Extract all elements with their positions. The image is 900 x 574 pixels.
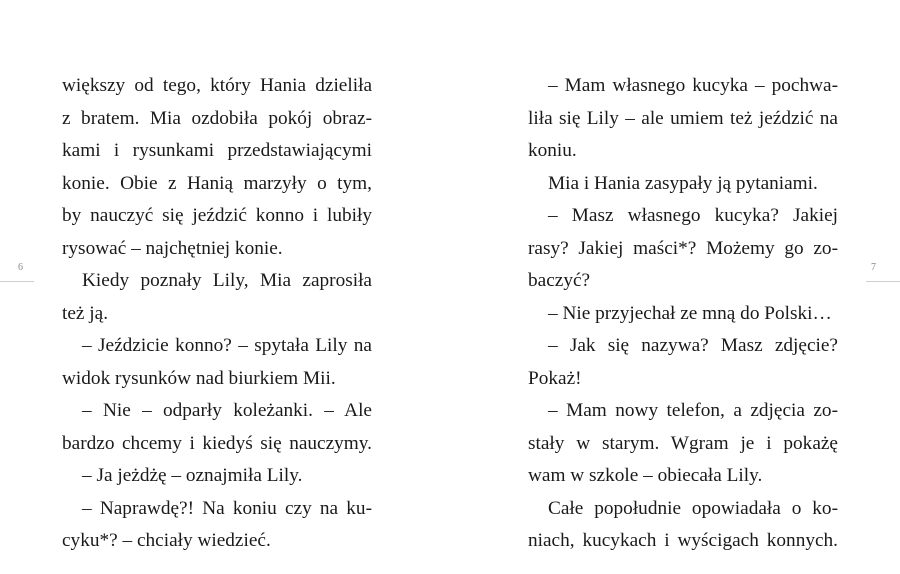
margin-rule-left (0, 281, 34, 282)
text-line: by nauczyć się jeździć konno i lubiły (62, 205, 372, 226)
text-line: – Naprawdę?! Na koniu czy na ku- (82, 497, 372, 519)
text-line: konie. Obie z Hanią marzyły o tym, (62, 172, 372, 194)
text-line: – Mam własnego kucyka – pochwa- (548, 75, 838, 96)
text-line: Całe popołudnie opowiadała o ko- (548, 497, 838, 519)
left-page-text (62, 70, 372, 558)
text-line: – Nie – odparły koleżanki. – Ale (82, 400, 372, 421)
page-number-left: 6 (18, 262, 23, 273)
text-line: niach, kucykach i wyścigach konnych. (528, 530, 838, 551)
text-line: Pokaż! (528, 367, 582, 389)
text-line: rysować – najchętniej konie. (62, 237, 283, 259)
text-line: bardzo chcemy i kiedyś się nauczymy. (62, 432, 372, 454)
text-line: z bratem. Mia ozdobiła pokój obraz- (62, 107, 372, 129)
text-line: Kiedy poznały Lily, Mia zaprosiła (82, 270, 372, 291)
page-number-right: 7 (871, 262, 876, 273)
text-line: też ją. (62, 302, 109, 324)
right-page-text (528, 70, 838, 558)
text-line: kami i rysunkami przedstawiającymi (62, 140, 372, 161)
text-line: koniu. (528, 140, 577, 161)
text-line: większy od tego, który Hania dzieliła (62, 75, 372, 96)
text-line: widok rysunków nad biurkiem Mii. (62, 367, 336, 389)
text-line: – Masz własnego kucyka? Jakiej (548, 205, 838, 226)
text-line: – Jak się nazywa? Masz zdjęcie? (548, 335, 838, 356)
text-line: – Nie przyjechał ze mną do Polski… (548, 302, 832, 324)
text-line: Mia i Hania zasypały ją pytaniami. (548, 172, 818, 194)
text-line: stały w starym. Wgram je i pokażę (528, 432, 838, 454)
text-line: liła się Lily – ale umiem też jeździć na (528, 107, 838, 129)
text-line: – Jeździcie konno? – spytała Lily na (82, 335, 372, 356)
text-line: – Mam nowy telefon, a zdjęcia zo- (548, 400, 838, 421)
margin-rule-right (866, 281, 900, 282)
text-line: – Ja jeżdżę – oznajmiła Lily. (82, 465, 303, 486)
text-line: rasy? Jakiej maści*? Możemy go zo- (528, 237, 838, 259)
text-line: wam w szkole – obiecała Lily. (528, 465, 763, 486)
text-line: cyku*? – chciały wiedzieć. (62, 530, 271, 551)
text-line: baczyć? (528, 270, 591, 291)
